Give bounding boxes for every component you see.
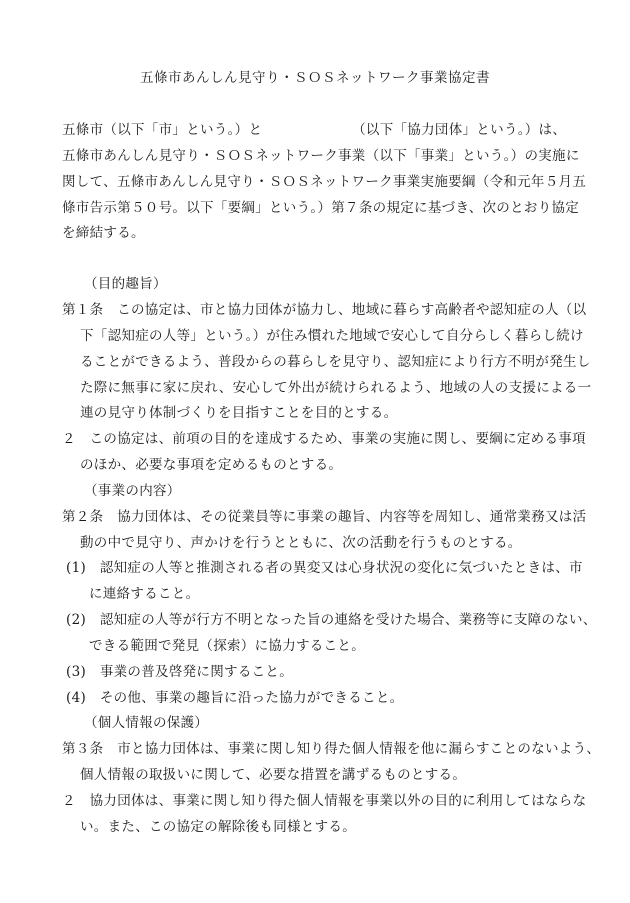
section-heading: （目的趣旨） (84, 276, 167, 292)
preamble-line: 関して、五條市あんしん見守り・ＳＯＳネットワーク事業実施要綱（令和元年５月五 (62, 174, 587, 190)
article-line: できる範囲で発見（探索）に協力すること。 (89, 638, 365, 654)
preamble-line: 五條市あんしん見守り・ＳＯＳネットワーク事業（以下「事業」という。）の実施に (62, 148, 580, 164)
article-line: ２ この協定は、前項の目的を達成するため、事業の実施に関し、要綱に定める事項 (62, 431, 586, 447)
document-title: 五條市あんしん見守り・ＳＯＳネットワーク事業協定書 (140, 70, 490, 86)
section-heading: （事業の内容） (84, 483, 181, 499)
article-line: (4) その他、事業の趣旨に沿った協力ができること。 (66, 690, 404, 706)
article-line: 連の見守り体制づくりを目指すことを目的とする。 (80, 405, 398, 421)
article-line: (3) 事業の普及啓発に関すること。 (66, 664, 294, 680)
article-line: 個人情報の取扱いに関して、必要な措置を講ずるものとする。 (80, 767, 467, 783)
article-line: (2) 認知症の人等が行方不明となった旨の連絡を受けた場合、業務等に支障のない、 (66, 612, 597, 628)
article-line: 第１条 この協定は、市と協力団体が協力し、地域に暮らす高齢者や認知症の人（以 (62, 302, 587, 318)
article-line: 第３条 市と協力団体は、事業に関し知り得た個人情報を他に漏らすことのないよう、 (62, 741, 601, 757)
section-heading: （個人情報の保護） (84, 715, 209, 731)
article-line: 下「認知症の人等」という。）が住み慣れた地域で安心して自分らしく暮らし続け (80, 328, 584, 344)
preamble-line: 條市告示第５０号。以下「要綱」という。）第７条の規定に基づき、次のとおり協定 (62, 200, 580, 216)
article-line: い。また、この協定の解除後も同様とする。 (80, 819, 356, 835)
article-line: のほか、必要な事項を定めるものとする。 (80, 457, 343, 473)
article-line: に連絡すること。 (89, 586, 200, 602)
article-line: ることができるよう、普段からの暮らしを見守り、認知症により行方不明が発生し (80, 354, 591, 370)
article-line: 動の中で見守り、声かけを行うとともに、次の活動を行うものとする。 (80, 535, 522, 551)
article-line: 第２条 協力団体は、その従業員等に事業の趣旨、内容等を周知し、通常業務又は活 (62, 509, 587, 525)
preamble-line: 五條市（以下「市」という。）と （以下「協力団体」という。）は、 (62, 122, 567, 138)
article-line: ２ 協力団体は、事業に関し知り得た個人情報を事業以外の目的に利用してはならな (62, 793, 587, 809)
article-line: た際に無事に家に戻れ、安心して外出が続けられるよう、地域の人の支援による一 (80, 380, 592, 396)
article-line: (1) 認知症の人等と推測される者の異変又は心身状況の変化に気づいたときは、市 (66, 560, 583, 576)
preamble-line: を締結する。 (62, 225, 145, 241)
